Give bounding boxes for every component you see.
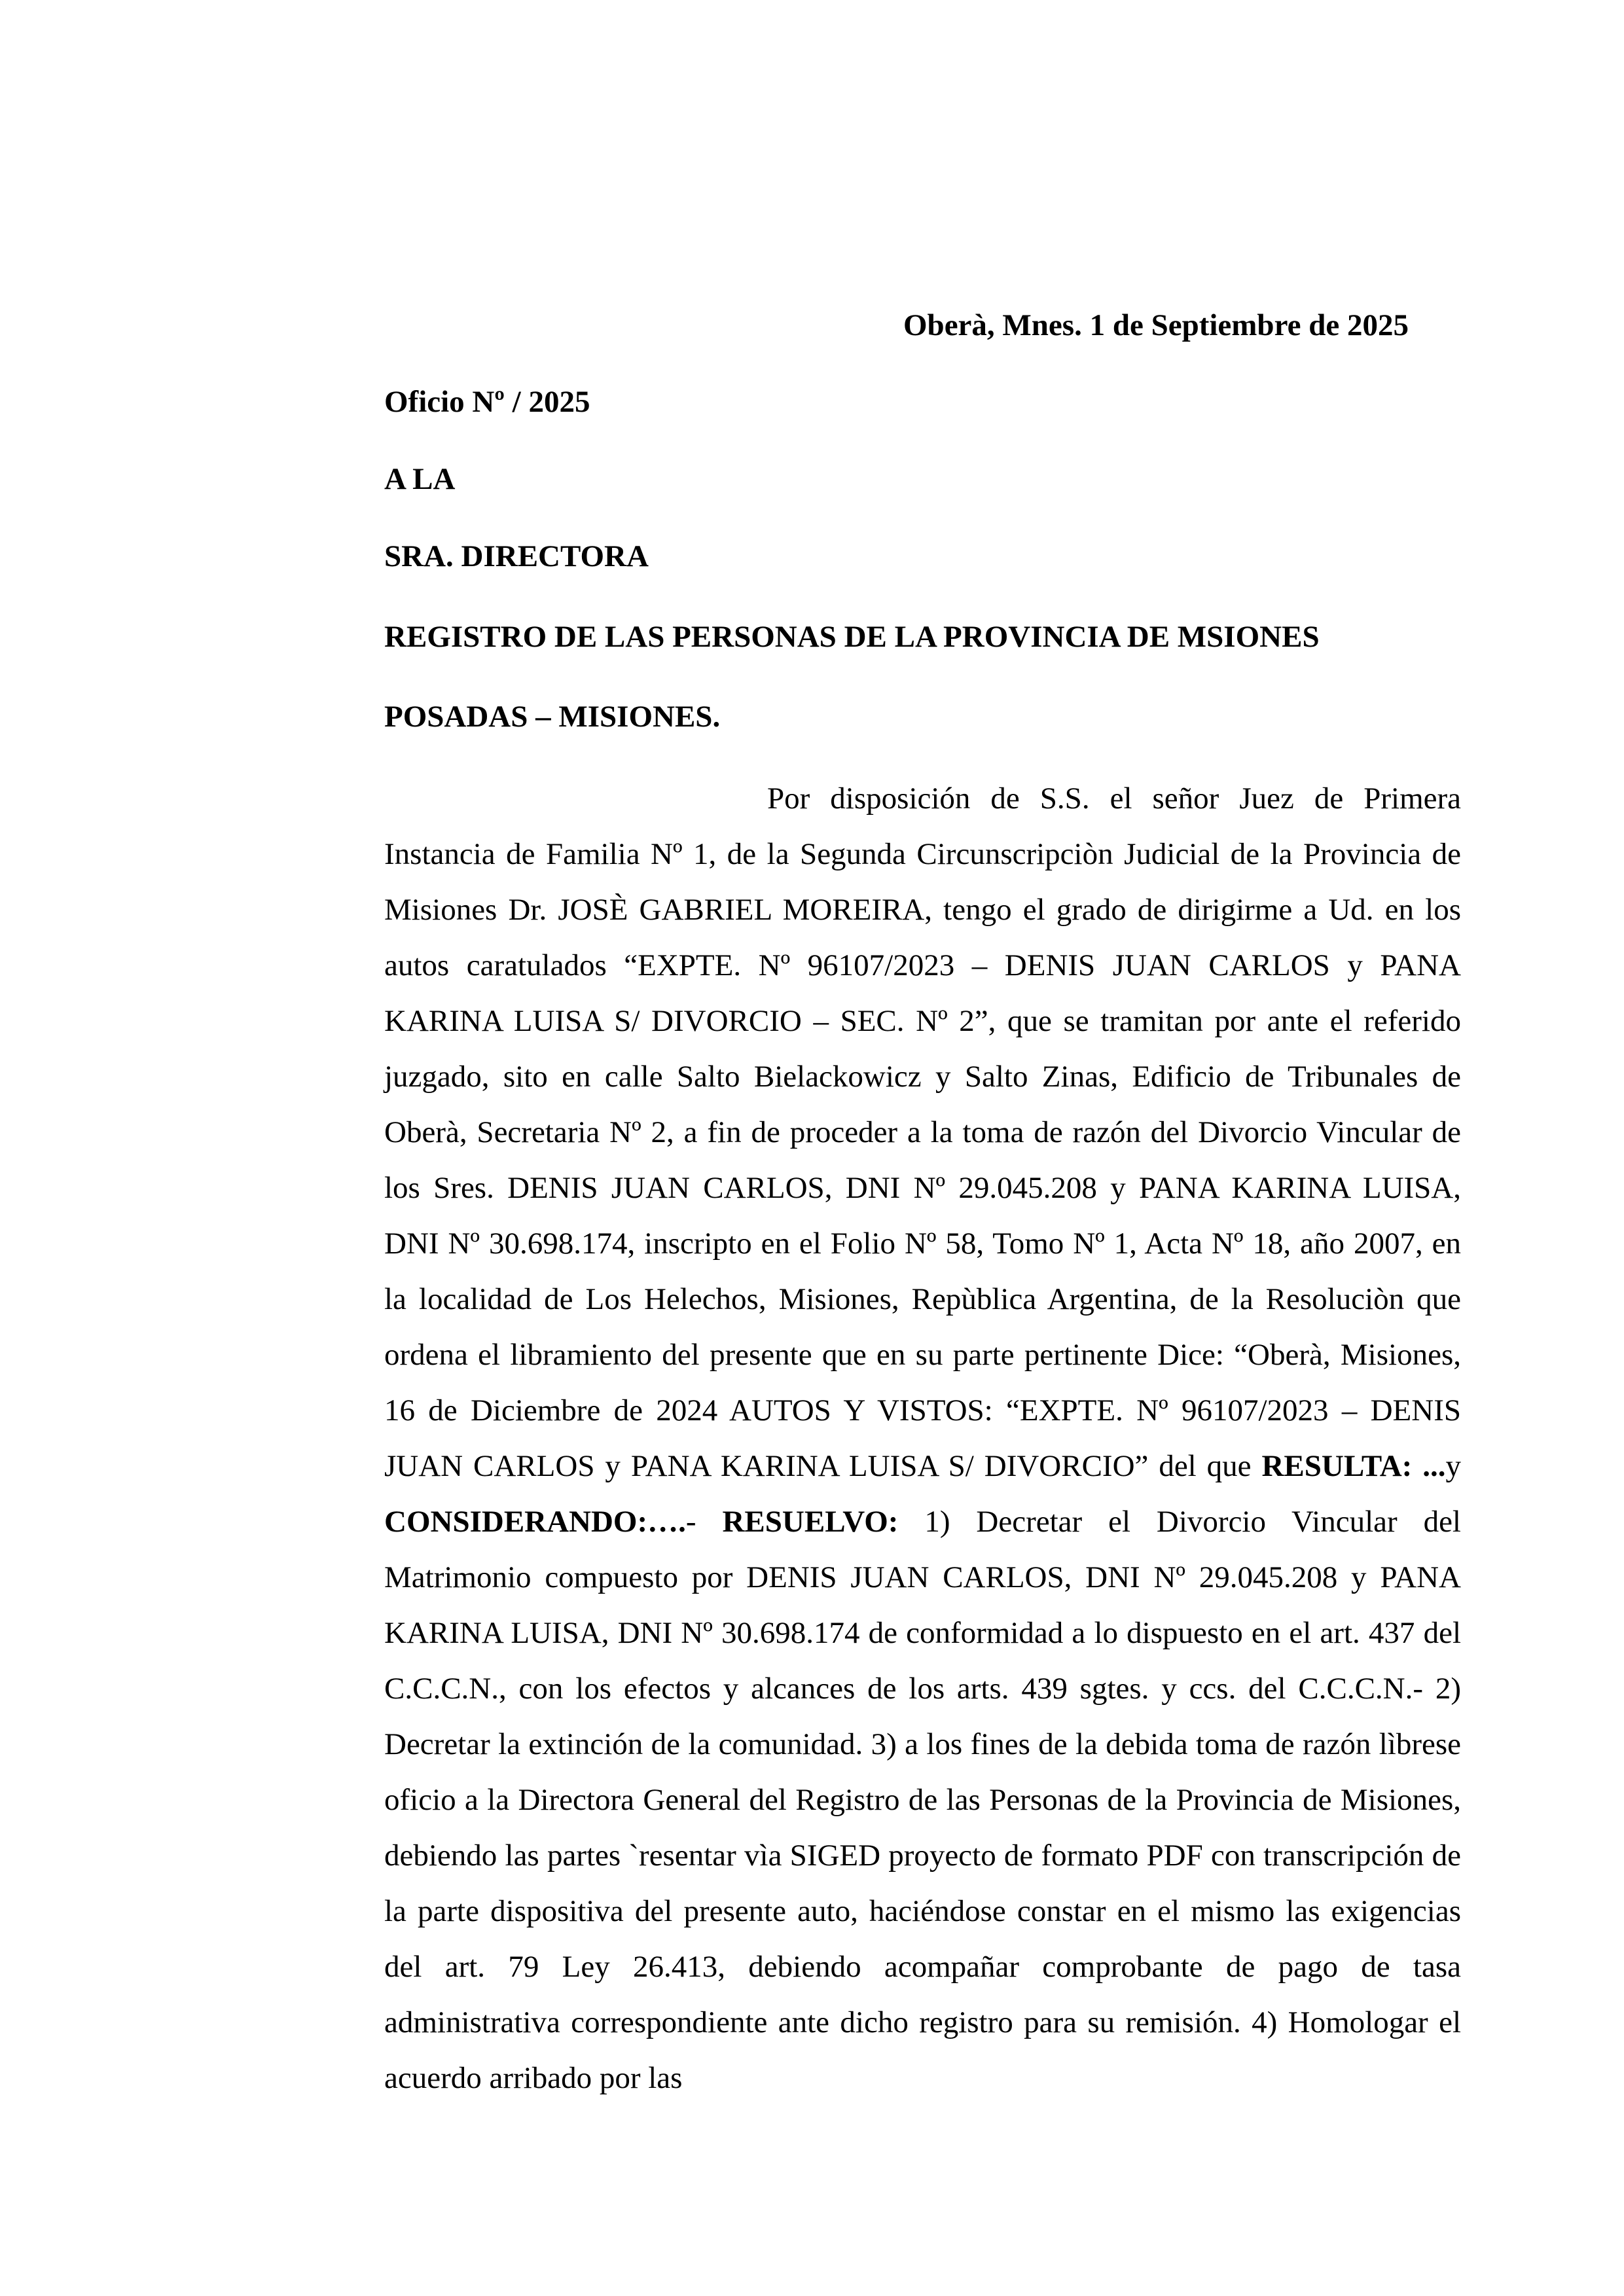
oficio-number: Oficio Nº / 2025 xyxy=(384,385,590,419)
recipient-title: SRA. DIRECTORA xyxy=(384,539,649,573)
body-text-part3: - xyxy=(685,1505,723,1539)
body-text xyxy=(384,771,1461,2106)
recipient-prefix: A LA xyxy=(384,462,456,496)
resuelvo-label: RESUELVO: xyxy=(722,1505,899,1539)
recipient-organization: REGISTRO DE LAS PERSONAS DE LA PROVINCIA DE MSIONES xyxy=(384,620,1320,654)
recipient-location: POSADAS – MISIONES. xyxy=(384,700,721,734)
resulta-label: RESULTA: ... xyxy=(1261,1449,1446,1483)
body-text-part1: Por disposición de S.S. el señor Juez de Primera Instancia de Familia Nº 1, de la Segunda Circunscripciòn Judicial de la Provincia de Misiones Dr. JOSÈ GABRIEL MOREIRA, tengo el grado de dirigirme a Ud. en los autos caratulados “EXPTE. Nº 96107/2023 – DENIS JUAN CARLOS y PANA KARINA LUISA S/ DIVORCIO – SEC. Nº 2”, que se tramitan por ante el referido juzgado, sito en calle Salto Bielackowicz y Salto Zinas, Edificio de Tribunales de Oberà, Secretaria Nº 2, a fin de proceder a la toma de razón del Divorcio Vincular de los Sres. DENIS JUAN CARLOS, DNI Nº 29.045.208 y PANA KARINA LUISA, DNI Nº 30.698.174, inscripto en el Folio Nº 58, Tomo Nº 1, Acta Nº 18, año 2007, en la localidad de Los Helechos, Misiones, Repùblica Argentina, de la Resoluciòn que ordena el libramiento del presente que en su parte pertinente Dice: “Oberà, Misiones, 16 de Diciembre de 2024 AUTOS Y VISTOS: “EXPTE. Nº 96107/2023 – DENIS JUAN CARLOS y PANA KARINA LUISA S/ DIVORCIO” del que xyxy=(384,781,1461,1483)
body-paragraph xyxy=(384,771,1461,2106)
considerando-label: CONSIDERANDO:…. xyxy=(384,1505,686,1539)
body-text-part4: 1) Decretar el Divorcio Vincular del Matrimonio compuesto por DENIS JUAN CARLOS, DNI Nº 29.045.208 y PANA KARINA LUISA, DNI Nº 30.698.174 de conformidad a lo dispuesto en el art. 437 del C.C.C.N., con los efectos y alcances de los arts. 439 sgtes. y ccs. del C.C.C.N.- 2) Decretar la extinción de la comunidad. 3) a los fines de la debida toma de razón lìbrese oficio a la Directora General del Registro de las Personas de la Provincia de Misiones, debiendo las partes `resentar vìa SIGED proyecto de formato PDF con transcripción de la parte dispositiva del presente auto, haciéndose constar en el mismo las exigencias del art. 79 Ley 26.413, debiendo acompañar comprobante de pago de tasa administrativa correspondiente ante dicho registro para su remisión. 4) Homologar el acuerdo arribado por las xyxy=(384,1505,1461,2095)
body-text-part2: y xyxy=(1445,1449,1461,1483)
date-line: Oberà, Mnes. 1 de Septiembre de 2025 xyxy=(903,308,1409,342)
